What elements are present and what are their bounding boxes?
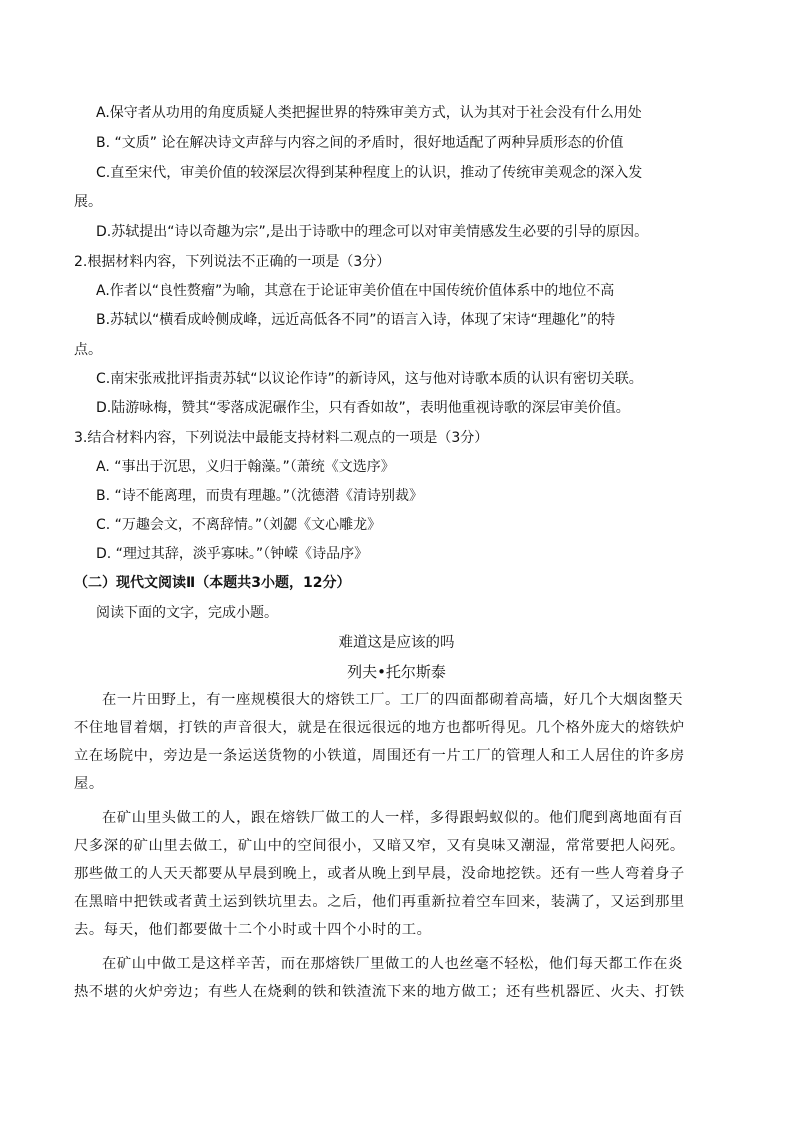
q2-option-a: A.作者以“良性赘瘤”为喻，其意在于论证审美价值在中国传统价值体系中的地位不高 xyxy=(96,283,615,299)
story-line: 在黑暗中把铁或者黄土运到铁坑里去。之后，他们再重新拉着空车回来，装满了，又运到那里 xyxy=(74,894,685,910)
story-line: 热不堪的火炉旁边；有些人在烧剩的铁和铁渣流下来的地方做工；还有些机器匠、火夫、打铁 xyxy=(74,984,685,1000)
q1-option-c: C.直至宋代，审美价值的较深层次得到某种程度上的认识，推动了传统审美观念的深入发 xyxy=(96,165,643,181)
q2-option-d: D.陆游咏梅，赞其“零落成泥碾作尘，只有香如故”，表明他重视诗歌的深层审美价值。 xyxy=(96,400,630,416)
q3-option-d: D. “理过其辞，淡乎寡味。”（钟嵘《诗品序》 xyxy=(96,546,369,562)
q2-option-b: B.苏轼以“横看成岭侧成峰，远近高低各不同”的语言入诗，体现了宋诗“理趣化”的特 xyxy=(96,312,616,328)
story-line: 不住地冒着烟，打铁的声音很大，就是在很远很远的地方也都听得见。几个格外庞大的熔铁炉 xyxy=(74,720,685,736)
q2-stem: 2.根据材料内容，下列说法不正确的一项是（3分） xyxy=(74,254,391,270)
q2-option-c: C.南宋张戒批评指责苏轼“以议论作诗”的新诗风，这与他对诗歌本质的认识有密切关联。 xyxy=(96,371,643,387)
q3-stem: 3.结合材料内容，下列说法中最能支持材料二观点的一项是（3分） xyxy=(74,430,489,446)
story-line: 在一片田野上，有一座规模很大的熔铁工厂。工厂的四面都砌着高墙，好几个大烟囱整天 xyxy=(102,692,683,708)
story-author: 列夫•托尔斯泰 xyxy=(347,663,446,681)
q3-option-c: C. “万趣会文，不离辞情。”（刘勰《文心雕龙》 xyxy=(96,517,382,533)
story-line: 屋。 xyxy=(74,776,104,792)
story-line: 在矿山中做工是这样辛苦，而在那熔铁厂里做工的人也丝毫不轻松，他们每天都工作在炎 xyxy=(102,956,683,972)
reading-instruction: 阅读下面的文字，完成小题。 xyxy=(96,605,278,621)
story-line: 去。每天，他们都要做十二个小时或十四个小时的工。 xyxy=(74,922,432,938)
q1-option-d: D.苏轼提出“诗以奇趣为宗”,是出于诗歌中的理念可以对审美情感发生必要的引导的原因。 xyxy=(96,224,649,240)
q2-option-b-cont: 点。 xyxy=(74,342,102,358)
q1-option-c-cont: 展。 xyxy=(74,194,102,210)
q3-option-b: B. “诗不能离理，而贵有理趣。”（沈德潜《清诗别裁》 xyxy=(96,488,424,504)
story-line: 那些做工的人天天都要从早晨到晚上，或者从晚上到早晨，没命地挖铁。还有一些人弯着身子 xyxy=(74,866,685,882)
q3-option-a: A. “事出于沉思，义归于翰藻。”（萧统《文选序》 xyxy=(96,459,395,475)
q1-option-b: B. “文质” 论在解决诗文声辞与内容之间的矛盾时，很好地适配了两种异质形态的价值 xyxy=(96,135,624,151)
q1-option-a: A.保守者从功用的角度质疑人类把握世界的特殊审美方式，认为其对于社会没有什么用处 xyxy=(96,105,642,121)
story-title: 难道这是应该的吗 xyxy=(338,635,455,651)
story-line: 尺多深的矿山里去做工，矿山中的空间很小，又暗又窄，又有臭味又潮湿，常常要把人闷死。 xyxy=(74,838,685,854)
story-line: 在矿山里头做工的人，跟在熔铁厂做工的人一样，多得跟蚂蚁似的。他们爬到离地面有百 xyxy=(102,810,683,826)
story-line: 立在场院中，旁边是一条运送货物的小铁道，周围还有一片工厂的管理人和工人居住的许多房 xyxy=(74,748,685,764)
section-heading: （二）现代文阅读Ⅱ（本题共3小题，12分） xyxy=(74,575,351,591)
